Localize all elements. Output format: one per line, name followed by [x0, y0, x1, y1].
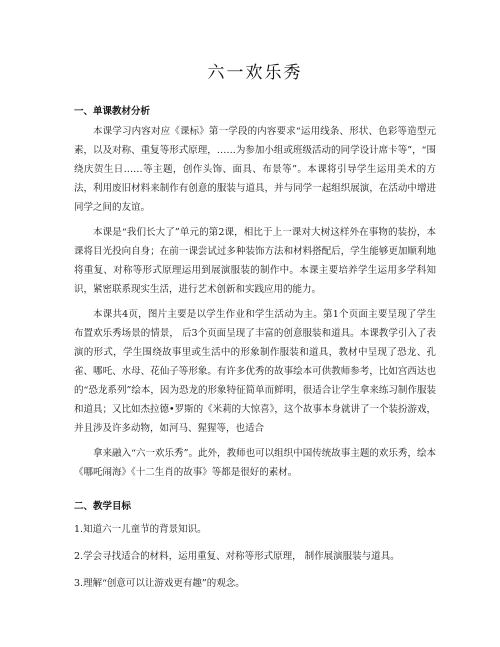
- paragraph: 拿来融入“六一欢乐秀”。此外，教师也可以组织中国传统故事主题的欢乐秀，绘本《哪吒闹海》《十二生肖的故事》等都是很好的素材。: [74, 448, 436, 478]
- section-textbook-analysis: [74, 103, 436, 482]
- paragraph: 本课学习内容对应《课标》第一学段的内容要求“运用线条、形状、色彩等造型元素，以及对称、重复等形式原理，……为参加小组或班级活动的同学设计席卡等”，“围绕庆贺生日……等主题，创作头饰、面具、布景等”。本课将引导学生运用美术的方法，利用废旧材料来制作有创意的服装与道具，并与同学一起组织展演，在活动中增进同学之间的友谊。: [74, 126, 436, 213]
- paragraph: 本课共4页，图片主要是以学生作业和学生活动为主。第1个页面主要呈现了学生布置欢乐秀场景的情景， 后3个页面呈现了丰富的创意服装和道具。本课教学引入了表演的形式，学生围绕故事里或生活中的形象制作服装和道具，教材中呈现了恐龙、孔雀、哪吒、水母、花仙子等形象。有许多优秀的故事绘本可供教师参考，比如宫西达也的“恐龙系列”绘本，因为恐龙的形象特征简单而鲜明，很适合让学生拿来练习制作服装和道具；又比如杰拉德•罗斯的《米莉的大惊喜》，这个故事本身就讲了一个装扮游戏，并且涉及许多动物，如河马、猩猩等，也适合: [74, 309, 436, 434]
- goal-item: 2.学会寻找适合的材料，运用重复、对称等形式原理， 制作展演服装与道具。: [74, 551, 400, 562]
- page-title: 六一欢乐秀: [207, 63, 303, 83]
- goal-item: 1.知道六一儿童节的背景知识。: [74, 524, 207, 535]
- section-teaching-goals: [74, 498, 436, 593]
- goal-item: 3.理解“创意可以让游戏更有趣”的观念。: [74, 578, 245, 589]
- paragraph: 本课是“我们长大了”单元的第2课，相比于上一课对大树这样外在事物的装扮，本课将目光投向自身；在前一课尝试过多种装饰方法和材料搭配后，学生能够更加顺利地将重复、对称等形式原理运用到展演服装的制作中。本课主要培养学生运用多学科知识，紧密联系现实生活，进行艺术创新和实践应用的能力。: [74, 227, 436, 295]
- section-heading: 二、教学目标: [74, 501, 132, 512]
- section-heading: 一、单课教材分析: [74, 106, 151, 117]
